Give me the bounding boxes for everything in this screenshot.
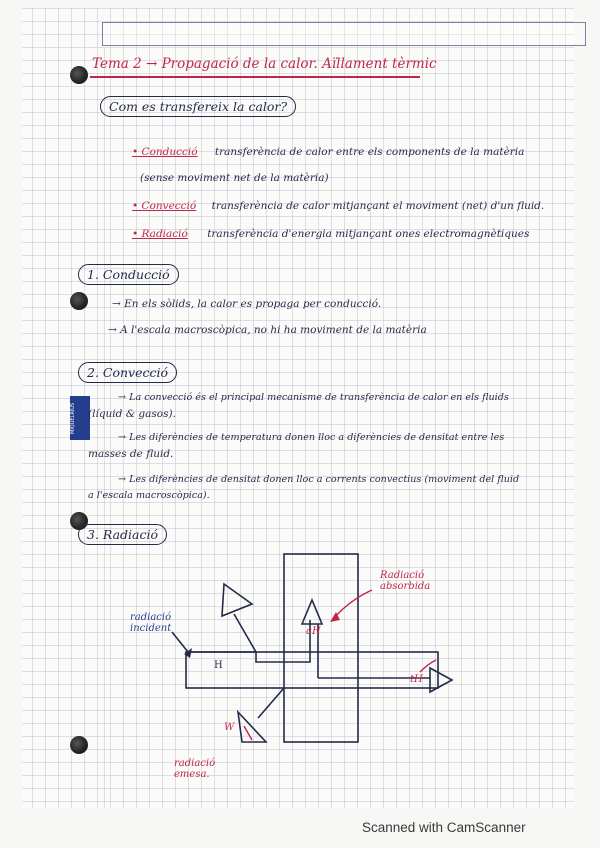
conveccio-line: masses de fluid.	[88, 448, 174, 460]
section-heading-conveccio: 2. Convecció	[78, 362, 177, 383]
mechanism-desc: transferència de calor mitjançant el moviment (net) d'un fluid.	[211, 200, 545, 212]
diagram-rect-wide	[186, 652, 438, 688]
label-absorbed: Radiació absorbida	[380, 570, 431, 592]
conveccio-line: a l'escala macroscòpica).	[88, 490, 210, 501]
conduccio-line: → En els sòlids, la calor es propaga per conducció.	[112, 298, 382, 310]
label-h: H	[214, 660, 223, 671]
conveccio-line: (líquid & gasos).	[88, 408, 176, 420]
section-heading-conduccio: 1. Conducció	[78, 264, 179, 285]
absorbed-arrowhead	[302, 600, 322, 624]
question-heading: Com es transfereix la calor?	[100, 96, 296, 117]
section-heading-radiacio: 3. Radiació	[78, 524, 167, 545]
absorbed-pointer	[334, 590, 372, 618]
page-title: Tema 2 → Propagació de la calor. Aïllament tèrmic	[92, 56, 437, 72]
mechanism-term: • Convecció	[132, 200, 196, 212]
label-th: tH	[410, 674, 423, 685]
mechanism-desc: transferència d'energia mitjançant ones electromagnètiques	[207, 228, 530, 240]
brand-logo: MIQUELRIUS	[70, 396, 90, 440]
reflected-arrowhead	[222, 584, 252, 616]
conveccio-line: → La convecció és el principal mecanisme de transferència de calor en els fluids	[118, 392, 509, 403]
mechanism-desc: transferència de calor entre els components de la matèria	[214, 146, 525, 158]
reflected-ray	[234, 614, 256, 652]
label-emitted: radiació emesa.	[174, 758, 216, 780]
emitted-pointer	[244, 726, 252, 740]
conveccio-line: → Les diferències de densitat donen lloc a corrents convectius (moviment del fluid	[118, 474, 520, 485]
diagram-rect-tall	[284, 554, 358, 742]
emitted-ray	[258, 688, 284, 718]
scanner-watermark: Scanned with CamScanner	[362, 820, 526, 835]
diagram-step-line	[186, 620, 310, 662]
mechanism-term: • Conducció	[132, 146, 198, 158]
label-incident: radiació incident	[130, 612, 172, 634]
mechanism-term: • Radiació	[132, 228, 188, 240]
conduccio-line: → A l'escala macroscòpica, no hi ha moviment de la matèria	[108, 324, 427, 336]
label-w: W	[224, 722, 235, 733]
emitted-arrowhead	[238, 712, 266, 742]
incident-arrow	[172, 632, 188, 652]
label-ah: aH	[306, 626, 321, 637]
conveccio-line: → Les diferències de temperatura donen lloc a diferències de densitat entre les	[118, 432, 505, 443]
mechanism-note: (sense moviment net de la matèria)	[140, 172, 329, 184]
